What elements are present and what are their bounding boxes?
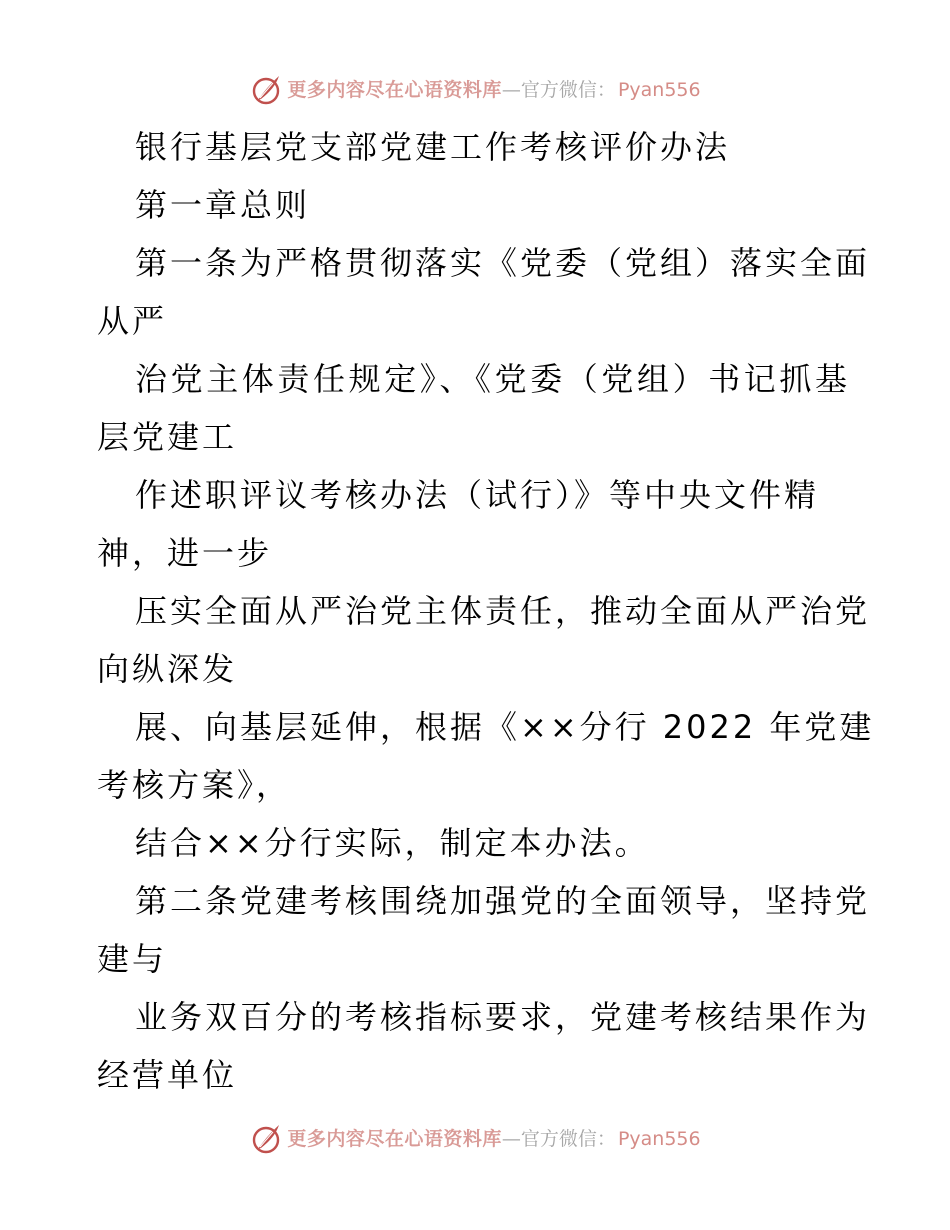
paragraph-line: 压实全面从严治党主体责任，推动全面从严治党 xyxy=(135,592,871,630)
paragraph-line: 神，进一步 xyxy=(97,534,273,572)
watermark-header xyxy=(0,72,950,108)
watermark-account-label: 官方微信： xyxy=(520,79,616,101)
paragraph-line: 经营单位 xyxy=(97,1056,238,1094)
watermark-footer xyxy=(0,1121,950,1157)
quill-pen-circle-icon xyxy=(249,73,283,107)
paragraph-line: 第二条党建考核围绕加强党的全面领导，坚持党 xyxy=(135,882,871,920)
paragraph-line: 结合××分行实际，制定本办法。 xyxy=(135,824,650,862)
paragraph-line: 治党主体责任规定》、《党委（党组）书记抓基 xyxy=(135,360,850,398)
chapter-heading: 第一章总则 xyxy=(135,186,311,224)
paragraph-line: 作述职评议考核办法（试行）》等中央文件精 xyxy=(135,476,820,514)
watermark-account-id: Pyan556 xyxy=(617,1128,701,1150)
paragraph-line: 业务双百分的考核指标要求，党建考核结果作为 xyxy=(135,998,871,1036)
paragraph-line: 考核方案》， xyxy=(97,766,292,804)
paragraph-line: 第一条为严格贯彻落实《党委（党组）落实全面 xyxy=(135,244,871,282)
paragraph-line: 展、向基层延伸，根据《××分行 2022 年党建 xyxy=(135,708,875,746)
paragraph-line: 层党建工 xyxy=(97,418,238,456)
watermark-main-text: 更多内容尽在心语资料库 xyxy=(287,79,502,101)
watermark-main-text: 更多内容尽在心语资料库 xyxy=(287,1128,502,1150)
paragraph-line: 建与 xyxy=(97,940,168,978)
watermark-dash: — xyxy=(501,79,521,101)
document-title: 银行基层党支部党建工作考核评价办法 xyxy=(135,128,731,166)
watermark-account-label: 官方微信： xyxy=(520,1128,616,1150)
paragraph-line: 从严 xyxy=(97,302,168,340)
quill-pen-circle-icon xyxy=(249,1122,283,1156)
watermark-account-id: Pyan556 xyxy=(617,79,701,101)
paragraph-line: 向纵深发 xyxy=(97,650,238,688)
watermark-dash: — xyxy=(501,1128,521,1150)
